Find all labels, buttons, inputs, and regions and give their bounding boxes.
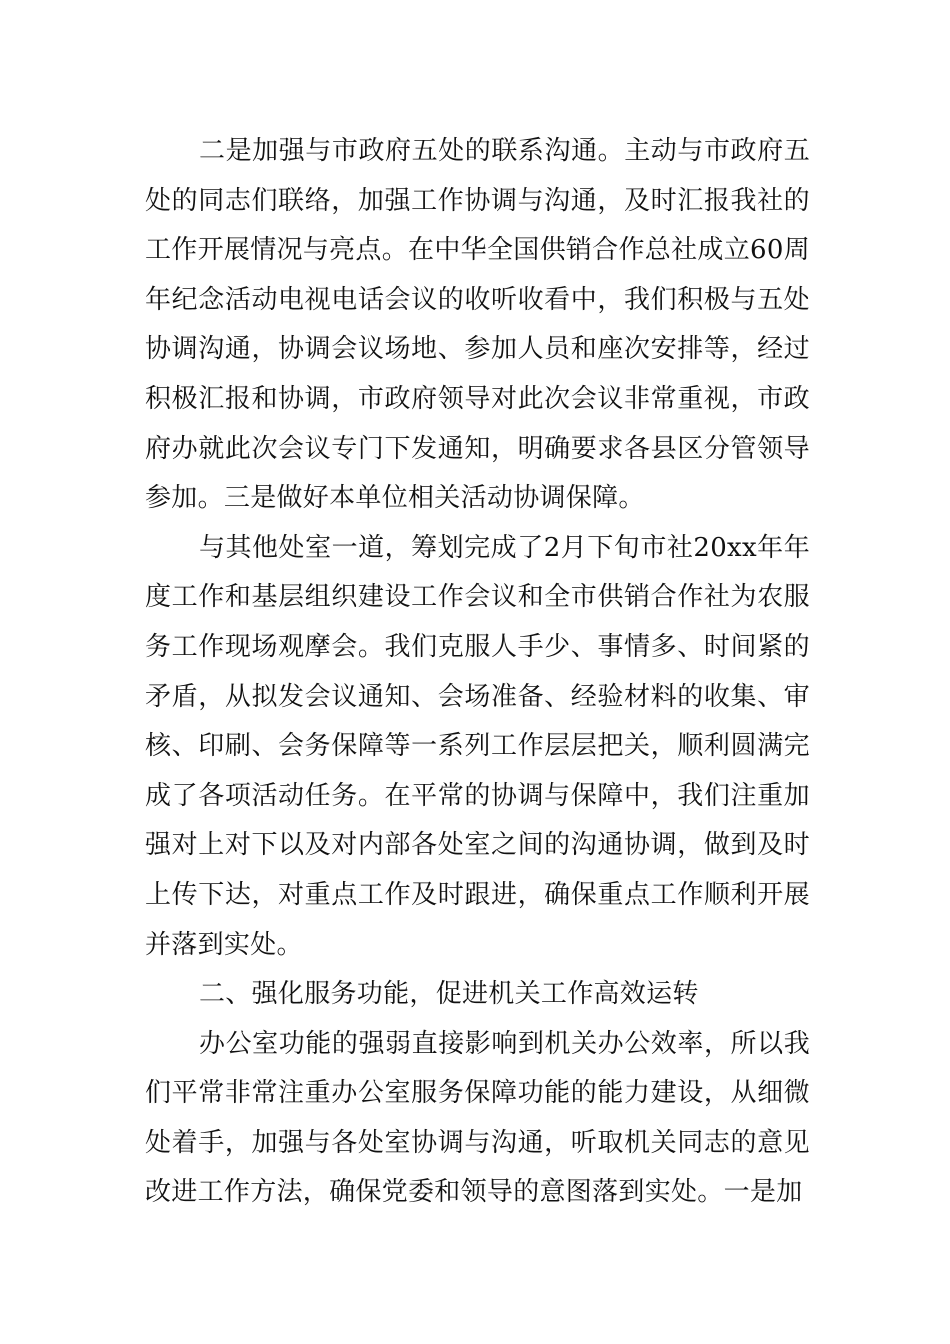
paragraph-meetings: 与其他处室一道，筹划完成了2月下旬市社20xx年年度工作和基层组织建设工作会议和全市供销合作社为农服务工作现场观摩会。我们克服人手少、事情多、时间紧的矛盾，从拟发会议通知、会场准备、经验材料的收集、审核、印刷、会务保障等一系列工作层层把关，顺利圆满完成了各项活动任务。在平常的协调与保障中，我们注重加强对上对下以及对内部各处室之间的沟通协调，做到及时上传下达，对重点工作及时跟进，确保重点工作顺利开展并落到实处。: [145, 532, 810, 960]
document-body: [145, 127, 810, 1218]
section-heading-service: 二、强化服务功能，促进机关工作高效运转: [199, 979, 699, 1010]
paragraph-office-function: 办公室功能的强弱直接影响到机关办公效率，所以我们平常非常注重办公室服务保障功能的能力建设，从细微处着手，加强与各处室协调与沟通，听取机关同志的意见改进工作方法，确保党委和领导的意图落到实处。一是加: [145, 1028, 810, 1208]
paragraph-liaison: 二是加强与市政府五处的联系沟通。主动与市政府五处的同志们联络，加强工作协调与沟通，及时汇报我社的工作开展情况与亮点。在中华全国供销合作总社成立60周年纪念活动电视电话会议的收听收看中，我们积极与五处协调沟通，协调会议场地、参加人员和座次安排等，经过积极汇报和协调，市政府领导对此次会议非常重视，市政府办就此次会议专门下发通知，明确要求各县区分管领导参加。三是做好本单位相关活动协调保障。: [145, 136, 810, 514]
